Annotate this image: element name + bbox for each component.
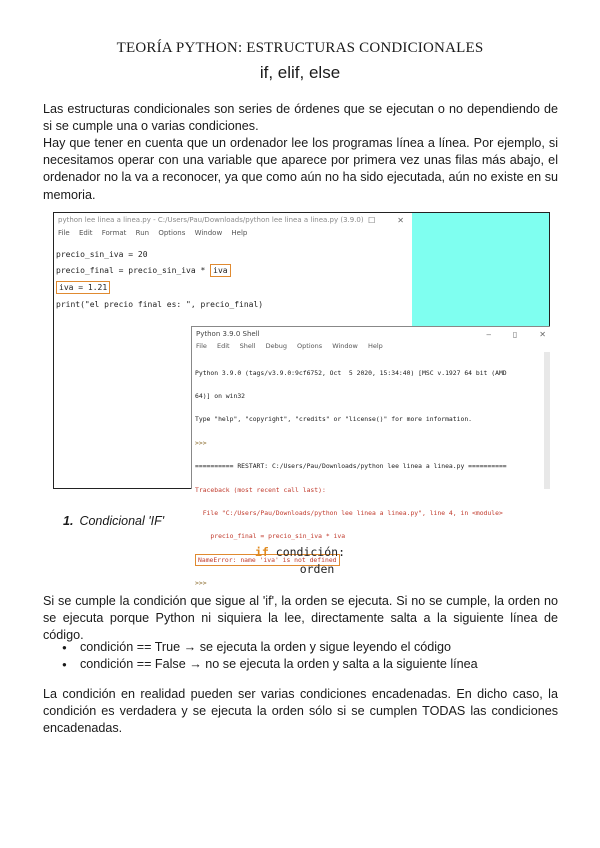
maximize-icon: ☐ [368, 216, 376, 225]
shell-line: Python 3.9.0 (tags/v3.9.0:9cf6752, Oct 5 2020, 15:34:40) [MSC v.1927 64 bit (AMD [195, 368, 507, 377]
menu-item: Help [367, 342, 383, 350]
condition-bullet-list [62, 639, 478, 673]
editor-window-title: python lee linea a linea.py - C:/Users/Pau/Downloads/python lee linea a linea.py (3.9.0) [58, 216, 364, 224]
menu-item: Window [332, 342, 358, 350]
menu-item: Format [101, 229, 127, 237]
shell-line: >>> [195, 438, 207, 447]
section-number: 1. [63, 514, 74, 528]
menu-item: Window [194, 229, 223, 237]
editor-window-controls [346, 213, 404, 228]
shell-window-controls [464, 327, 546, 342]
menu-item: Shell [239, 342, 256, 350]
code-text: precio_final = precio_sin_iva * [56, 266, 211, 275]
page-subtitle: if, elif, else [259, 63, 341, 82]
shell-line: >>> [195, 579, 211, 588]
shell-menu-bar [192, 342, 550, 352]
shell-line: precio_final = precio_sin_iva * iva [195, 532, 346, 541]
code-line-4: print("el precio final es: ", precio_final) [56, 300, 264, 309]
highlight-box-error: NameError: name 'iva' is not defined [195, 554, 340, 566]
intro-paragraph-2: Hay que tener en cuenta que un ordenador lee los programas línea a línea. Por ejemplo, si necesitamos operar con una variable que aparece por primera vez unas filas más abajo, el ordenador no la va a reconocer, ya que como aún no ha sido ejecutada, aún no existe en su memoria. [43, 136, 558, 202]
minimize-icon: – [486, 330, 491, 339]
menu-item: File [58, 229, 70, 237]
menu-item: Edit [78, 229, 93, 237]
menu-item: Run [135, 229, 150, 237]
shell-line: Type "help", "copyright", "credits" or "license()" for more information. [195, 415, 473, 424]
code-example-line-2: orden [299, 562, 335, 576]
close-icon: ✕ [539, 330, 546, 339]
shell-scrollbar [544, 352, 550, 489]
menu-item: Options [297, 342, 323, 350]
close-icon: ✕ [397, 216, 404, 225]
code-example-line-1 [0, 545, 600, 559]
section-heading [63, 514, 164, 528]
list-item: ● condición == True → se ejecuta la orden y sigue leyendo el código [62, 639, 478, 656]
if-explanation-paragraph: Si se cumple la condición que sigue al 'if', la orden se ejecuta. Si no se cumple, la orden no se ejecuta porque Python ni siquiera la lee, directamente salta a la siguiente línea de código. [43, 594, 558, 643]
section-title: Condicional 'IF' [79, 514, 165, 528]
shell-line: ========== RESTART: C:/Users/Pau/Downloads/python lee linea a linea.py ========== [195, 462, 507, 471]
code-line-3 [56, 283, 110, 292]
highlight-box-iva: iva [210, 264, 230, 277]
list-item: ● condición == False → no se ejecuta la orden y salta a la siguiente línea [62, 656, 478, 673]
code-line-1: precio_sin_iva = 20 [56, 250, 148, 259]
shell-line: File "C:/Users/Pau/Downloads/python lee linea a linea.py", line 4, in <module> [195, 508, 503, 517]
menu-item: Options [158, 229, 186, 237]
cyan-background [412, 213, 549, 326]
menu-item: Help [231, 229, 248, 237]
code-text: condición: [268, 545, 346, 559]
highlight-box-assignment: iva = 1.21 [56, 281, 110, 294]
shell-line: 64)] on win32 [195, 391, 246, 400]
shell-window-title: Python 3.9.0 Shell [196, 330, 260, 338]
shell-line: Traceback (most recent call last): [195, 485, 326, 494]
editor-menu-bar [54, 229, 411, 240]
menu-item: File [196, 342, 207, 350]
chained-conditions-paragraph: La condición en realidad pueden ser varias condiciones encadenadas. En dicho caso, la condición es verdadera y se ejecuta la orden sólo si se cumplen TODAS las condiciones encadenadas. [43, 687, 558, 736]
code-line-2 [56, 266, 231, 275]
page-title: TEORÍA PYTHON: ESTRUCTURAS CONDICIONALES [116, 40, 484, 56]
menu-item: Edit [216, 342, 230, 350]
maximize-icon: ▯ [512, 330, 518, 339]
menu-item: Debug [265, 342, 287, 350]
intro-paragraph-1: Las estructuras condicionales son series de órdenes que se ejecutan o no dependiendo de si se cumple una o varias condiciones. [43, 102, 558, 134]
keyword-if: if [254, 545, 269, 559]
